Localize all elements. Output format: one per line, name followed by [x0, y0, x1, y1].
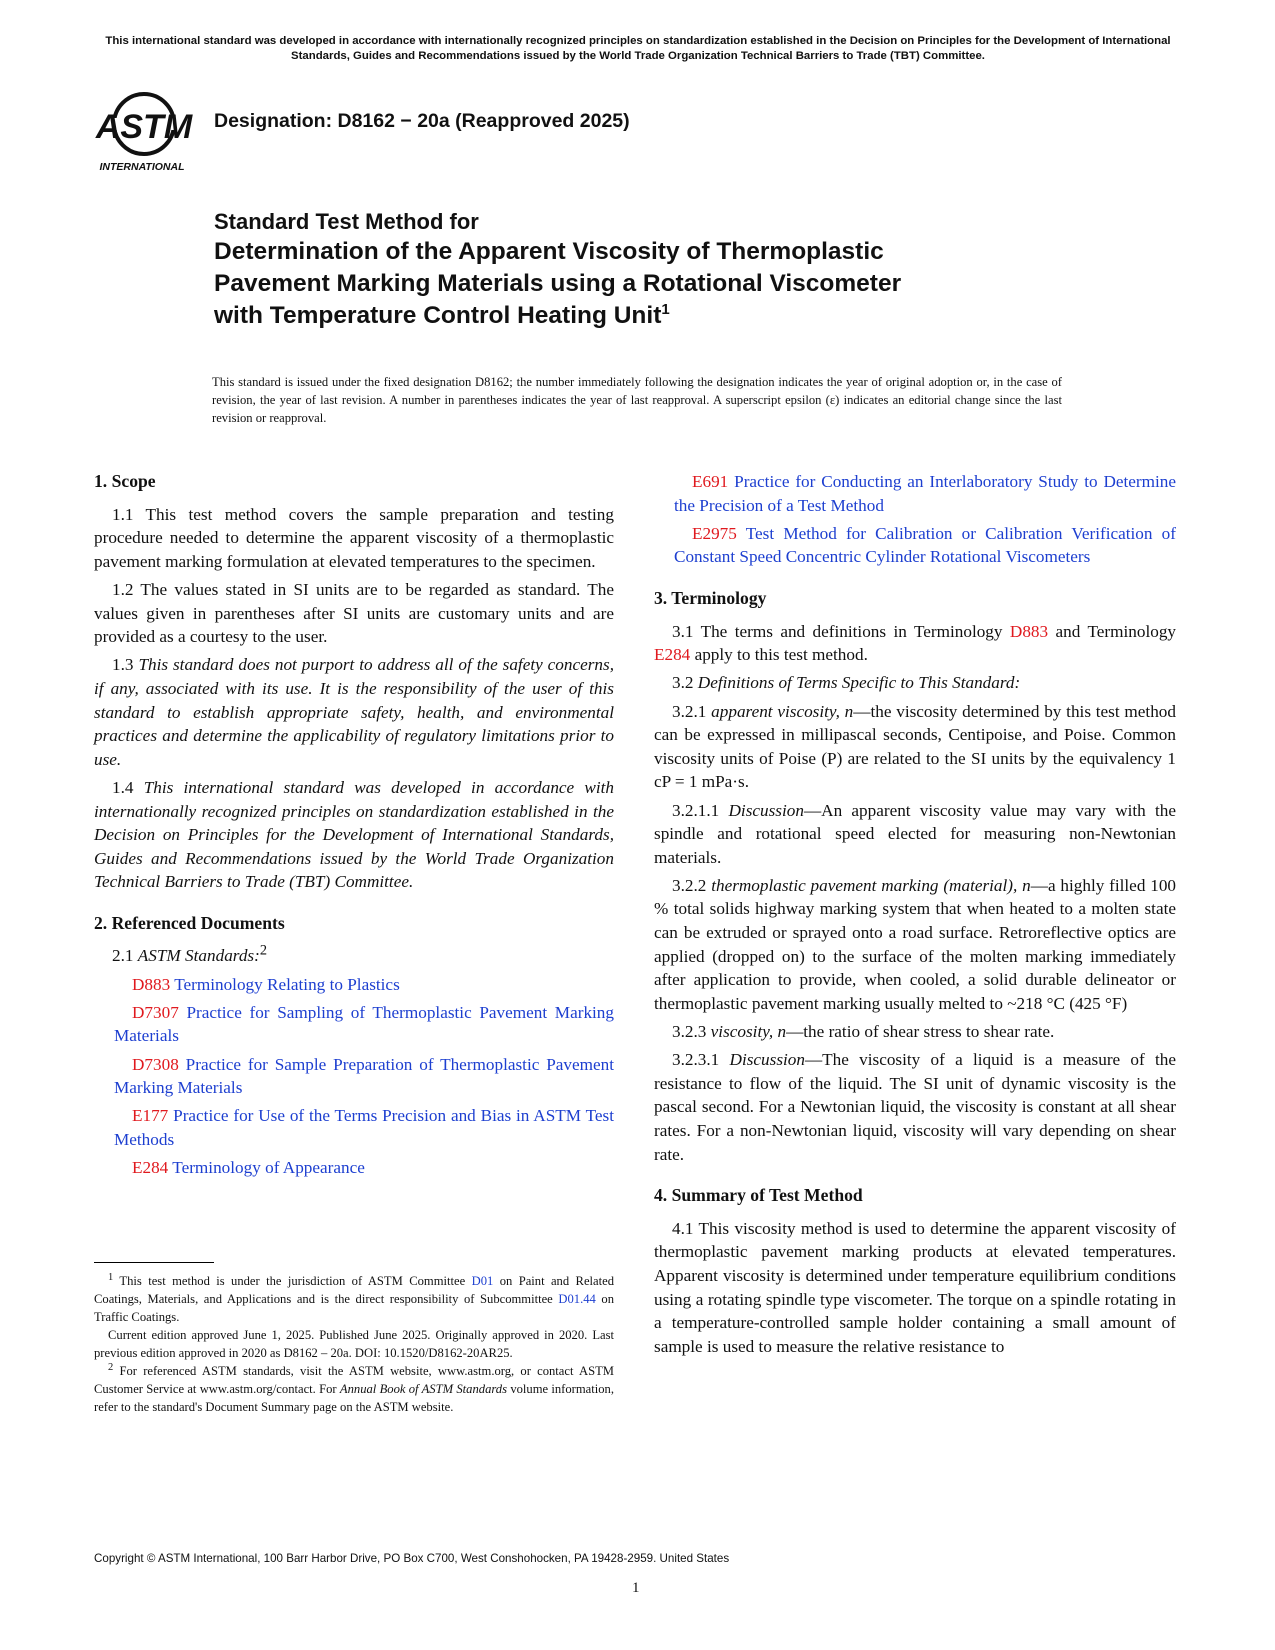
- footnote-1-text-a: This test method is under the jurisdiction of ASTM Committee: [119, 1274, 466, 1288]
- left-column: [94, 470, 614, 1184]
- title-footnote-ref[interactable]: 1: [661, 300, 670, 318]
- link-d883[interactable]: D883: [1009, 621, 1049, 641]
- para-3-2-3-1: [654, 1048, 1176, 1166]
- astm-logo-icon: [92, 90, 196, 176]
- para-3-2-2-num: 3.2.2: [672, 875, 707, 895]
- designation: Designation: D8162 − 20a (Reapproved 2025): [214, 110, 630, 132]
- para-3-2-text: Definitions of Terms Specific to This Standard:: [697, 673, 1021, 693]
- para-3-2-3: [654, 1020, 1176, 1044]
- ref-title[interactable]: Practice for Conducting an Interlaboratory Study to Determine the Precision of a Test Method: [674, 472, 1176, 515]
- footnote-1-mark: 1: [108, 1271, 114, 1283]
- para-3-2-3-1-text: —The viscosity of a liquid is a measure of the resistance to flow of the liquid. The SI unit of dynamic viscosity is the pascal second. For a Newtonian liquid, the viscosity is constant at all shear rates. For a non-Newtonian liquid, viscosity will vary depending on shear rate.: [654, 1050, 1177, 1164]
- ref-item-e691[interactable]: [654, 470, 1176, 517]
- title-line-2: Pavement Marking Materials using a Rotational Viscometer: [214, 270, 902, 297]
- para-2-1-num: 2.1: [112, 946, 134, 966]
- para-3-2-1-1-text: —An apparent viscosity value may vary with the spindle and rotational speed elected for measuring non-Newtonian materials.: [654, 800, 1177, 867]
- footnote-divider: [94, 1262, 214, 1263]
- ref-code[interactable]: E2975: [692, 523, 737, 543]
- para-4-1: 4.1 This viscosity method is used to determine the apparent viscosity of thermoplastic pavement marking products at elevated temperatures. Apparent viscosity is determined under temperature equilibrium conditions using a rotating spindle type viscometer. The torque on a spindle rotating in a temperature-controlled sample holder containing a small amount of sample is used to measure the relative resistance to: [654, 1218, 1176, 1356]
- footnote-1-text-c: on Traffic Coatings.: [94, 1292, 614, 1324]
- ref-title[interactable]: Practice for Sampling of Thermoplastic Pavement Marking Materials: [114, 1002, 614, 1046]
- footnote-2-text-a: For referenced ASTM standards, visit the ASTM website, www.astm.org, or contact ASTM Customer Service at www.astm.org/contact. For: [94, 1364, 614, 1396]
- logo-subtext: INTERNATIONAL: [99, 161, 185, 173]
- ref-title[interactable]: Practice for Sample Preparation of Thermoplastic Pavement Marking Materials: [114, 1054, 614, 1098]
- copyright: Copyright © ASTM International, 100 Barr Harbor Drive, PO Box C700, West Conshohocken, PA 19428-2959. United States: [94, 1552, 730, 1565]
- para-3-2-2: [654, 874, 1176, 1016]
- title-line-3-text: with Temperature Control Heating Unit: [214, 302, 662, 329]
- title-line-3: [214, 300, 1094, 332]
- footnote-1-text-b: on Paint and Related Coatings, Materials, and Applications and is the direct responsibility of Subcommittee: [94, 1274, 615, 1306]
- para-1-1: 1.1 This test method covers the sample preparation and testing procedure needed to determine the apparent viscosity of a thermoplastic pavement marking formulation at elevated temperatures to the specimen.: [94, 504, 614, 571]
- title-prefix: Standard Test Method for: [214, 209, 479, 234]
- ref-title[interactable]: Terminology of Appearance: [172, 1158, 365, 1178]
- para-1-4-num: 1.4: [112, 777, 134, 797]
- link-d01-44[interactable]: D01.44: [558, 1292, 596, 1306]
- right-column: [654, 470, 1176, 1363]
- issuance-note: This standard is issued under the fixed designation D8162; the number immediately following the designation indicates the year of original adoption or, in the case of revision, the year of last revision. A number in parentheses indicates the year of last reapproval. A superscript epsilon (ε) indicates an editorial change since the last revision or reapproval.: [212, 375, 1062, 425]
- para-2-1: [94, 944, 614, 968]
- section-3-heading: 3. Terminology: [654, 587, 767, 608]
- footnote-2-text-b: volume information, refer to the standard's Document Summary page on the ASTM website.: [94, 1382, 614, 1414]
- ref-title[interactable]: Test Method for Calibration or Calibration Verification of Constant Speed Concentric Cylinder Rotational Viscometers: [674, 523, 1176, 567]
- footnote-1-edition: Current edition approved June 1, 2025. Published June 2025. Originally approved in 2020. Last previous edition approved in 2020 as D8162 – 20a. DOI: 10.1520/D8162-20AR25.: [94, 1328, 614, 1360]
- para-3-2-num: 3.2: [672, 673, 694, 693]
- wto-notice: This international standard was developed in accordance with internationally recognized principles on standardization established in the Decision on Principles for the Development of International Standards, Guides and Recommendations issued by the World Trade Organization Technical Barriers to Trade (TBT) Committee.: [105, 35, 1171, 62]
- ref-item-d7307[interactable]: [94, 1001, 614, 1048]
- footnote-ref-2[interactable]: 2: [259, 942, 268, 959]
- ref-item-e284[interactable]: [94, 1156, 614, 1180]
- para-3-2: [654, 671, 1176, 695]
- footnote-1: [94, 1272, 614, 1326]
- para-1-2: 1.2 The values stated in SI units are to be regarded as standard. The values given in parentheses after SI units are customary units and are provided as a courtesy to the user.: [94, 579, 614, 647]
- footnote-2-italic: Annual Book of ASTM Standards: [339, 1382, 508, 1396]
- para-3-2-3-text: —the ratio of shear stress to shear rate.: [786, 1022, 1055, 1042]
- para-1-4: [94, 776, 614, 894]
- footnote-2: [94, 1362, 614, 1416]
- footnote-2-mark: 2: [108, 1361, 114, 1373]
- astm-logo: [92, 90, 196, 176]
- para-1-4-text: This international standard was developed in accordance with internationally recognized principles on standardization established in the Decision on Principles for the Development of International Standards, Guides and Recommendations issued by the World Trade Organization Technical Barriers to Trade (TBT) Committee.: [94, 777, 614, 892]
- term-thermoplastic-marking: thermoplastic pavement marking (material), n: [711, 875, 1031, 895]
- ref-title[interactable]: Practice for Use of the Terms Precision and Bias in ASTM Test Methods: [114, 1106, 615, 1149]
- para-3-1-text-b: and Terminology: [1055, 621, 1177, 641]
- ref-code[interactable]: E284: [132, 1158, 169, 1178]
- para-3-2-1-text: —the viscosity determined by this test method can be expressed in millipascal seconds, Centipoise, and Poise. Common viscosity units of Poise (P) are related to the SI units by the equivalency 1 cP = 1 mPa·s.: [654, 701, 1176, 792]
- para-3-2-3-num: 3.2.3: [672, 1022, 707, 1042]
- ref-code[interactable]: E177: [132, 1106, 169, 1126]
- para-3-2-1: [654, 700, 1176, 794]
- link-d01[interactable]: D01: [471, 1274, 494, 1288]
- ref-item-d7308[interactable]: [94, 1053, 614, 1100]
- para-2-1-text: ASTM Standards:: [137, 946, 260, 966]
- section-2-heading: 2. Referenced Documents: [94, 912, 285, 933]
- term-viscosity: viscosity, n: [710, 1022, 787, 1042]
- para-3-2-3-1-num: 3.2.3.1: [672, 1050, 720, 1070]
- ref-item-d883[interactable]: [94, 973, 614, 997]
- para-1-3-num: 1.3: [112, 655, 134, 675]
- para-1-3-text: This standard does not purport to address all of the safety concerns, if any, associated with its use. It is the responsibility of the user of this standard to establish appropriate safety, health, and environmental practices and determine the applicability of regulatory limitations prior to use.: [94, 655, 615, 769]
- para-3-2-1-1: [654, 799, 1176, 870]
- para-1-3: [94, 653, 614, 771]
- logo-mark: ASTM: [95, 108, 193, 146]
- para-3-2-1-1-num: 3.2.1.1: [672, 800, 720, 820]
- para-3-1: [654, 620, 1176, 667]
- para-3-1-text-a: 3.1 The terms and definitions in Terminology: [672, 621, 1003, 641]
- section-4-heading: 4. Summary of Test Method: [654, 1185, 863, 1206]
- ref-code[interactable]: D7307: [132, 1002, 179, 1022]
- link-e284[interactable]: E284: [654, 645, 691, 665]
- footnotes: [94, 1272, 614, 1416]
- page-number: 1: [632, 1580, 640, 1596]
- ref-item-e177[interactable]: [94, 1104, 614, 1151]
- para-3-2-1-num: 3.2.1: [672, 701, 707, 721]
- ref-item-e2975[interactable]: [654, 522, 1176, 569]
- section-1-heading: 1. Scope: [94, 471, 156, 491]
- para-3-1-text-c: apply to this test method.: [694, 645, 868, 665]
- discussion-label: Discussion: [728, 800, 804, 820]
- ref-title[interactable]: Terminology Relating to Plastics: [174, 974, 400, 994]
- ref-code[interactable]: D7308: [132, 1054, 179, 1074]
- ref-code[interactable]: E691: [692, 472, 729, 491]
- ref-code[interactable]: D883: [132, 974, 171, 994]
- para-3-2-2-text: —a highly filled 100 % total solids highway marking system that when heated to a molten state can be extruded or sprayed onto a road surface. Retroreflective optics are applied (dropped on) to the surface of the molten marking immediately after application to provide, when cooled, a solid durable delineator or thermoplastic pavement marking usually melted to ~218 °C (425 °F): [654, 875, 1177, 1013]
- term-apparent-viscosity: apparent viscosity, n: [711, 701, 854, 721]
- title-line-1: Determination of the Apparent Viscosity of Thermoplastic: [214, 238, 884, 265]
- discussion-label: Discussion: [729, 1050, 805, 1070]
- document-title: [214, 208, 1094, 332]
